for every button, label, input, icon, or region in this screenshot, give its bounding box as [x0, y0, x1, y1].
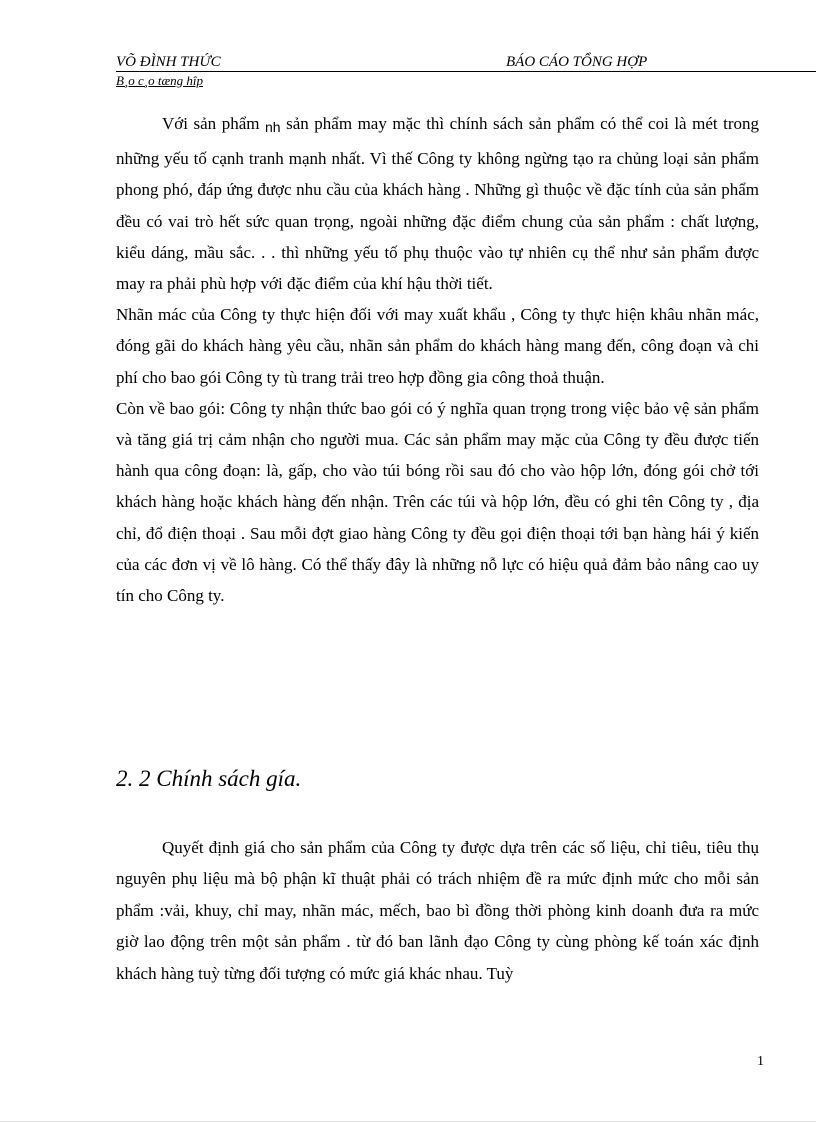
- paragraph-1-rest: sản phẩm may mặc thì chính sách sản phẩm có thể coi là mét trong những yếu tố cạnh tranh mạnh nhất. Vì thế Công ty không ngừng tạo ra chủng loại sản phẩm phong phó, đáp ứng được nhu cầu của khách hàng . Những gì thuộc về đặc tính của sản phẩm đều có vai trò hết sức quan trọng, ngoài những đặc điểm chung của sản phẩm : chất lượng, kiểu dáng, mầu sắc. . . thì những yếu tố phụ thuộc vào tự nhiên cụ thể như sản phẩm được may ra phải phù hợp với đặc điểm của khí hậu thời tiết.: [116, 114, 760, 294]
- page-header: [116, 53, 816, 72]
- header-author: VÕ ĐÌNH THỨC: [116, 54, 221, 70]
- body-text: [116, 108, 759, 611]
- paragraph-labels: Nhãn mác của Công ty thực hiện đối với may xuất khẩu , Công ty thực hiện khâu nhãn mác, đóng gãi do khách hàng yêu cầu, nhãn sản phẩm do khách hàng mang đến, công đoạn và chi phí cho bao gói Công ty tù trang trải treo hợp đồng gia công thoả thuận.: [116, 305, 759, 387]
- section-body: [116, 832, 759, 989]
- header-report-title: BÁO CÁO TỔNG HỢP: [506, 54, 648, 70]
- section-heading: 2. 2 Chính sách gía.: [116, 766, 302, 791]
- paragraph-packaging: Còn về bao gói: Công ty nhận thức bao gói có ý nghĩa quan trọng trong việc bảo vệ sản phẩm và tăng giá trị cảm nhận cho người mua. Các sản phẩm may mặc của Công ty đều được tiến hành qua công đoạn: là, gấp, cho vào túi bóng rồi sau đó cho vào hộp lớn, đóng gói chở tới khách hàng hoặc khách hàng đến nhận. Trên các túi và hộp lớn, đều có ghi tên Công ty , địa chỉ, đổ điện thoại . Sau mỗi đợt giao hàng Công ty đều gọi điện thoại tới bạn hàng hái ý kiến của các đơn vị về lô hàng. Có thể thấy đây là những nỗ lực có hiệu quả đảm bảo nâng cao uy tín cho Công ty.: [116, 398, 759, 606]
- header-subtitle: B¸o c¸o tæng hîp: [116, 73, 204, 88]
- paragraph-pricing: Quyết định giá cho sản phẩm của Công ty được dựa trên các số liệu, chỉ tiêu, tiêu thụ nguyên phụ liệu mà bộ phận kĩ thuật phải có trách nhiệm đề ra mức định mức cho mỗi sản phẩm :vải, khuy, chỉ may, nhãn mác, mếch, bao bì đồng thời phòng kinh doanh đưa ra mức giờ lao động trên một sản phẩm . từ đó ban lãnh đạo Công ty cùng phòng kế toán xác định khách hàng tuỳ từng đối tượng có mức giá khác nhau. Tuỳ: [116, 838, 759, 983]
- paragraph-1-start: Với sản phẩm: [162, 114, 265, 133]
- page-bottom-divider: [0, 1121, 816, 1122]
- page-number: 1: [757, 1054, 764, 1069]
- paragraph-1-nh: nh: [265, 119, 281, 135]
- paragraph-product-policy: [116, 108, 759, 299]
